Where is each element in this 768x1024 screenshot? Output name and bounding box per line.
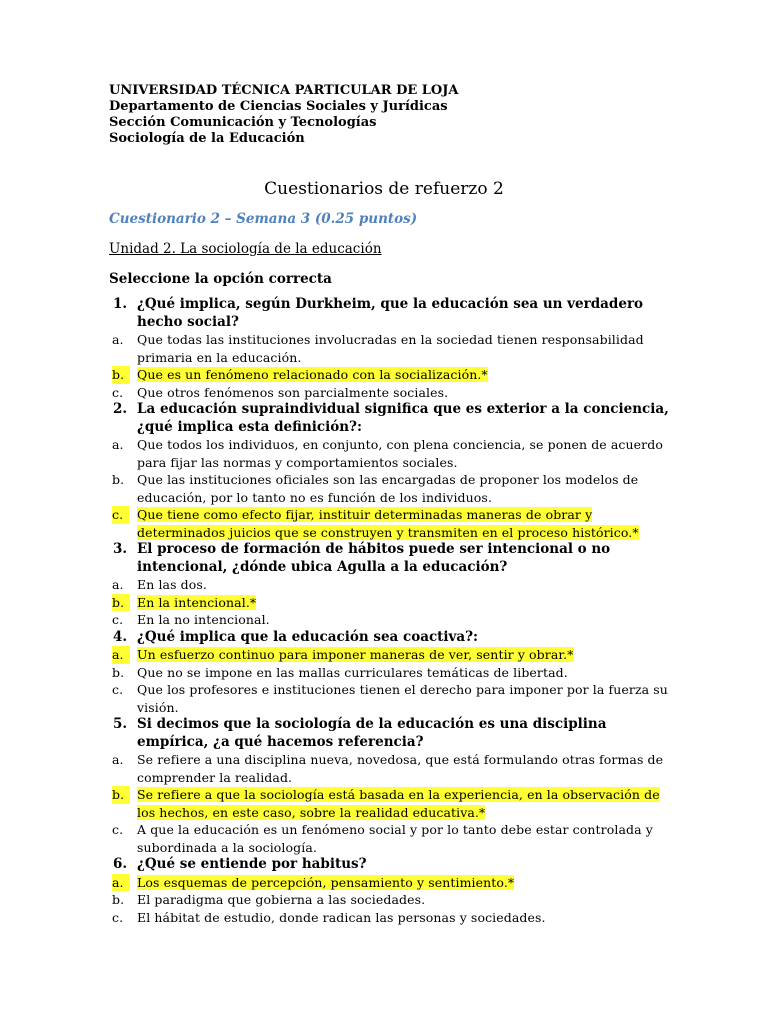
question-1 — [109, 296, 669, 331]
option-1c — [109, 384, 669, 402]
question-number: 6. — [113, 856, 128, 872]
document-title: Cuestionarios de refuerzo 2 — [264, 179, 504, 199]
option-6b — [109, 891, 669, 909]
option-letter: b. — [112, 664, 125, 680]
option-3a — [109, 576, 669, 594]
question-3 — [109, 541, 669, 576]
option-letter: a. — [112, 437, 124, 452]
questionnaire-subtitle: Cuestionario 2 – Semana 3 (0.25 puntos) — [109, 211, 418, 227]
option-text: Se refiere a que la sociología está basada en la experiencia, en la observación de los hechos, en este caso, sobre la realidad educativa.* — [137, 787, 660, 820]
option-text: En la no intencional. — [137, 612, 270, 627]
option-letter: a. — [112, 332, 124, 347]
option-letter: c. — [112, 909, 124, 925]
question-number: 5. — [113, 716, 128, 732]
university-name: UNIVERSIDAD TÉCNICA PARTICULAR DE LOJA — [109, 83, 459, 98]
question-5 — [109, 716, 669, 751]
option-letter: b. — [112, 366, 130, 384]
option-text: Un esfuerzo continuo para imponer maneras de ver, sentir y obrar.* — [137, 647, 574, 662]
section-name: Sección Comunicación y Tecnologías — [109, 115, 377, 130]
question-number: 3. — [113, 541, 128, 557]
option-text: En las dos. — [137, 577, 208, 592]
option-letter: c. — [112, 506, 129, 524]
option-text: Que es un fenómeno relacionado con la socialización.* — [137, 367, 488, 382]
option-letter: a. — [112, 646, 130, 664]
question-text: Si decimos que la sociología de la educación es una disciplina empírica, ¿a qué hacemos referencia? — [137, 716, 607, 750]
question-number: 2. — [113, 401, 128, 417]
option-4c — [109, 681, 669, 716]
instruction-text: Seleccione la opción correcta — [109, 271, 332, 287]
option-text: En la intencional.* — [137, 594, 257, 610]
option-text: El paradigma que gobierna a las sociedades. — [137, 892, 426, 907]
document-header — [109, 83, 458, 147]
option-text: Que todos los individuos, en conjunto, con plena conciencia, se ponen de acuerdo para fijar las normas y comportamientos sociales. — [137, 437, 663, 470]
question-text: ¿Qué se entiende por habitus? — [137, 856, 367, 872]
question-text: La educación supraindividual significa que es exterior a la conciencia, ¿qué implica esta definición?: — [137, 401, 669, 435]
option-5b-correct — [109, 786, 669, 821]
option-letter: c. — [112, 822, 124, 837]
question-number: 4. — [113, 628, 128, 645]
option-letter: a. — [112, 577, 124, 592]
option-1b-correct — [109, 366, 669, 384]
question-number: 1. — [113, 296, 128, 312]
option-3b-correct — [109, 594, 669, 612]
question-text: ¿Qué implica que la educación sea coactiva?: — [137, 628, 479, 645]
option-letter: b. — [112, 594, 130, 612]
option-2a — [109, 436, 669, 471]
option-5a — [109, 751, 669, 786]
option-letter: b. — [112, 892, 125, 907]
option-6a-correct — [109, 874, 669, 892]
option-text: Que todas las instituciones involucradas en la sociedad tienen responsabilidad primaria en la educación. — [137, 332, 644, 365]
course-name: Sociología de la Educación — [109, 131, 305, 146]
option-text: Que otros fenómenos son parcialmente sociales. — [137, 384, 449, 400]
option-text: Los esquemas de percepción, pensamiento y sentimiento.* — [137, 874, 515, 890]
question-6 — [109, 856, 669, 874]
option-letter: b. — [112, 786, 130, 804]
question-text: ¿Qué implica, según Durkheim, que la educación sea un verdadero hecho social? — [137, 296, 644, 330]
option-2b — [109, 471, 669, 506]
question-list — [109, 296, 669, 926]
option-letter: c. — [112, 612, 124, 627]
option-3c — [109, 611, 669, 629]
option-5c — [109, 821, 669, 856]
option-text: Que tiene como efecto fijar, instituir determinadas maneras de obrar y determinados juicios que se construyen y transmiten en el proceso histórico.* — [137, 507, 639, 540]
option-text: El hábitat de estudio, donde radican las personas y sociedades. — [137, 909, 546, 925]
option-letter: b. — [112, 472, 125, 487]
option-text: A que la educación es un fenómeno social y por lo tanto debe estar controlada y subordinada a la sociología. — [137, 822, 653, 855]
option-letter: a. — [112, 874, 130, 892]
option-letter: c. — [112, 682, 124, 697]
question-4 — [109, 629, 669, 647]
option-letter: a. — [112, 752, 124, 767]
option-2c-correct — [109, 506, 669, 541]
option-4b — [109, 664, 669, 682]
option-text: Que las instituciones oficiales son las encargadas de proponer los modelos de educación, por lo tanto no es función de los individuos. — [137, 472, 639, 505]
option-1a — [109, 331, 669, 366]
option-6c — [109, 909, 669, 927]
option-letter: c. — [112, 384, 124, 400]
option-4a-correct — [109, 646, 669, 664]
question-2 — [109, 401, 669, 436]
option-text: Que no se impone en las mallas curriculares temáticas de libertad. — [137, 664, 568, 680]
option-text: Que los profesores e instituciones tienen el derecho para imponer por la fuerza su visión. — [137, 682, 668, 715]
department-name: Departamento de Ciencias Sociales y Jurídicas — [109, 99, 448, 114]
question-text: El proceso de formación de hábitos puede ser intencional o no intencional, ¿dónde ubica Agulla a la educación? — [137, 541, 611, 575]
option-text: Se refiere a una disciplina nueva, novedosa, que está formulando otras formas de comprender la realidad. — [137, 752, 664, 785]
unit-heading: Unidad 2. La sociología de la educación — [109, 241, 382, 257]
